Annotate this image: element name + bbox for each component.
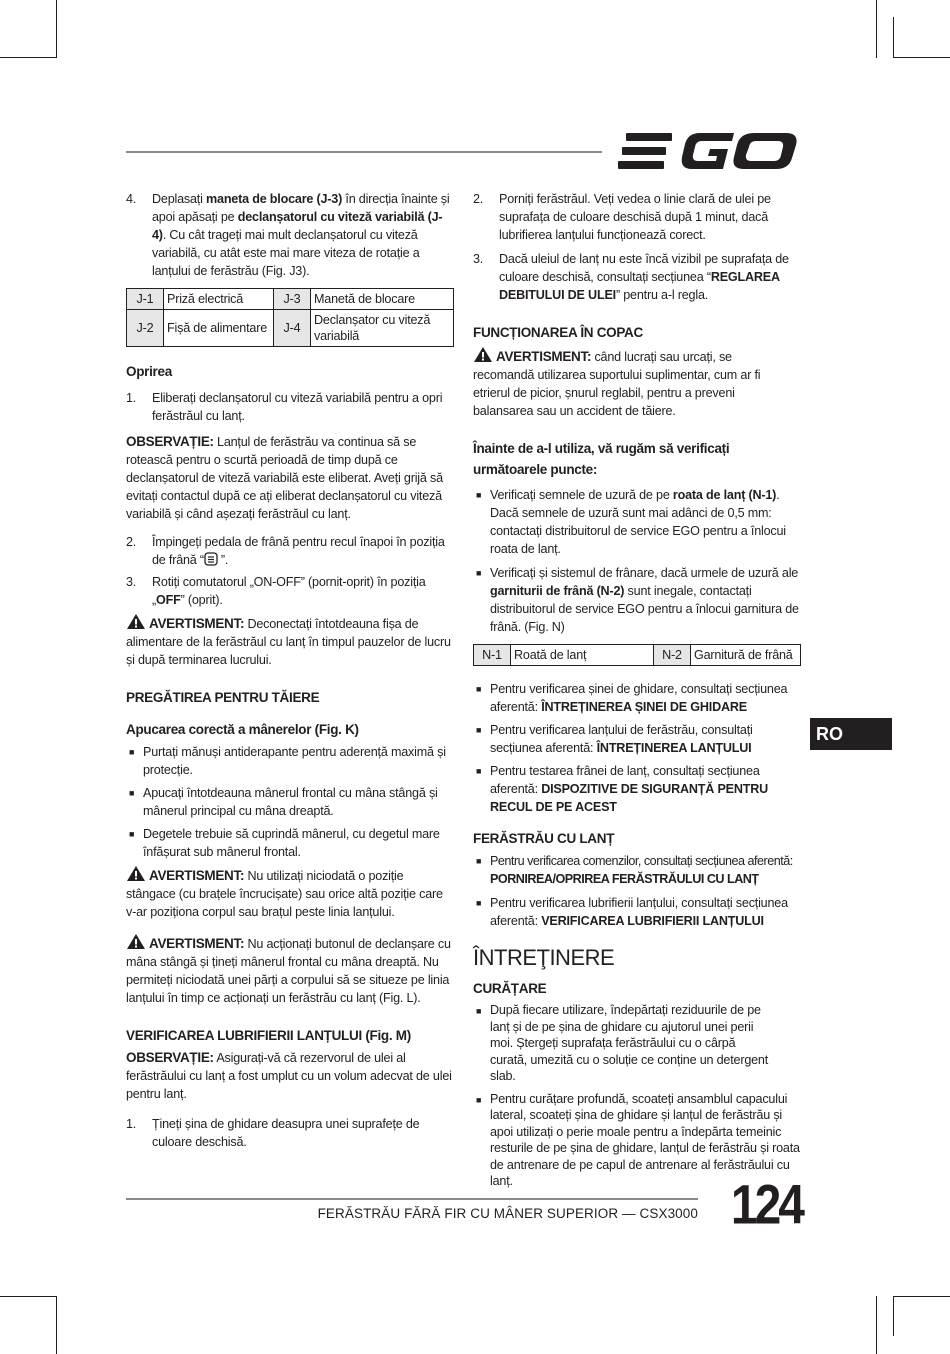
crop-mark	[56, 0, 57, 58]
crop-mark	[893, 1296, 950, 1297]
table-cell: Fișă de alimentare	[164, 310, 274, 347]
list-item	[473, 564, 801, 636]
step-text: Dacă uleiul de lanț nu este încă vizibil pe suprafața de culoare deschisă, consultați secțiunea “	[499, 252, 789, 284]
table-cell: N-1	[474, 645, 511, 666]
note-text: Asigurați-vă că rezervorul de ulei al ferăstrăului cu lanț a fost umplut cu un volum adecvat de ulei pentru lanț.	[126, 1051, 452, 1101]
section-heading: FUNCȚIONAREA ÎN COPAC	[473, 325, 643, 340]
section-ref: VERIFICAREA LUBRIFIERII LANȚULUI	[541, 914, 764, 928]
crop-mark	[893, 17, 894, 58]
warning-paragraph	[473, 346, 763, 420]
right-column	[473, 190, 801, 1190]
step-text: Împingeți pedala de frână pentru recul înapoi în poziția de frână “	[152, 535, 445, 567]
list-item-text: Pentru verificarea lubrifierii lanțului, consultați secțiunea aferentă:	[490, 896, 788, 928]
warning-label: AVERTISMENT:	[149, 868, 245, 883]
bullet-icon: ■	[476, 568, 482, 578]
note-paragraph	[126, 433, 454, 523]
lub-step-2	[473, 190, 801, 244]
table-row	[127, 289, 454, 310]
stop-step-3	[126, 573, 454, 609]
section-ref: DISPOZITIVE DE SIGURANȚĂ PENTRU RECUL DE PE ACEST	[490, 782, 769, 814]
note-text: Lanțul de ferăstrău va continua să se rotească pentru o scurtă perioadă de timp după ce declanșatorul de viteză variabilă este eliberat. Aveți grijă să evitați contactul după ce ați eliberat declanșatorul cu viteză variabilă și când așezați ferăstrăul cu lanț.	[126, 435, 443, 521]
text: în direcția înainte și apoi apăsați pe	[152, 192, 450, 224]
bullet-icon: ■	[129, 788, 135, 798]
warning-label: AVERTISMENT:	[149, 616, 245, 631]
step-text: Rotiți comutatorul „ON-OFF” (pornit-oprit) în poziția „	[152, 575, 426, 607]
table-cell: Manetă de blocare	[311, 289, 454, 310]
table-cell: J-4	[274, 310, 311, 347]
section-heading: VERIFICAREA LUBRIFIERII LANȚULUI (Fig. M)	[126, 1028, 411, 1043]
list-item	[126, 743, 454, 779]
step-4	[126, 190, 454, 280]
bullet-icon: ■	[476, 898, 482, 908]
warning-label: AVERTISMENT:	[496, 349, 592, 364]
step-text: ” pentru a-l regla.	[615, 288, 709, 302]
grip-list	[126, 743, 454, 861]
list-item-text: Degetele trebuie să cuprindă mânerul, cu degetul mare înfășurat sub mânerul frontal.	[143, 827, 440, 859]
step-number: 3.	[126, 575, 137, 589]
part-ref: garniturii de frână (N-2)	[490, 584, 625, 598]
step-number: 1.	[126, 391, 137, 405]
table-cell: Roată de lanț	[511, 645, 654, 666]
bullet-icon: ■	[476, 1094, 482, 1105]
table-cell: Priză electrică	[164, 289, 274, 310]
warning-icon	[473, 346, 493, 363]
step-number: 4.	[126, 192, 137, 206]
warning-icon	[126, 865, 146, 882]
warning-text: când lucrați sau urcați, se recomandă utilizarea suportului suplimentar, cum ar fi etrierul de picior, șnurul reglabil, pentru a preveni balansarea sau un accident de tăiere.	[473, 350, 761, 418]
crop-mark	[0, 1296, 56, 1297]
list-item-text: sunt inegale, contactați distribuitorul de service EGO pentru a înlocui garnitura de frână. (Fig. N)	[490, 584, 799, 634]
crop-mark	[0, 57, 56, 58]
warning-icon	[126, 613, 146, 630]
step-number: 3.	[473, 252, 484, 266]
crop-mark	[876, 1296, 877, 1354]
list-item-text: Verificați semnele de uzură de pe	[490, 488, 673, 502]
list-item	[126, 784, 454, 820]
table-cell: J-2	[127, 310, 164, 347]
section-heading: PREGĂTIREA PENTRU TĂIERE	[126, 690, 320, 705]
warning-paragraph	[126, 933, 454, 1007]
step-text: Porniți ferăstrăul. Veți vedea o linie clară de ulei pe suprafața de culoare deschisă după 1 minut, dacă lubrifierea lanțului funcționează corect.	[499, 192, 771, 242]
list-item-text: Pentru verificarea lanțului de ferăstrău, consultați secțiunea aferentă:	[490, 723, 753, 755]
lock-lever-ref: maneta de blocare (J-3)	[206, 192, 343, 206]
subsection-heading: Apucarea corectă a mânerelor (Fig. K)	[126, 722, 359, 737]
bullet-icon: ■	[476, 856, 482, 866]
text: Deplasați	[152, 192, 207, 206]
list-item	[473, 894, 801, 930]
parts-table-n	[473, 644, 801, 666]
footer-title: FERĂSTRĂU FĂRĂ FIR CU MÂNER SUPERIOR — CSX3000	[317, 1206, 698, 1221]
table-cell: J-3	[274, 289, 311, 310]
stop-step-1	[126, 389, 454, 425]
bullet-icon: ■	[476, 725, 482, 735]
list-item	[473, 1002, 801, 1085]
warning-paragraph	[126, 613, 454, 669]
bullet-icon: ■	[129, 829, 135, 839]
warning-text: Deconectați întotdeauna fișa de alimentare de la ferăstrăul cu lanț în timpul pauzelor de lucru și după terminarea lucrului.	[126, 617, 451, 667]
header-rule	[126, 151, 602, 153]
warning-text: Nu utilizați niciodată o poziție stângace (cu brațele încrucișate) sau orice altă poziție care v-ar poziționa corpul sau brațul peste linia lanțului.	[126, 869, 443, 919]
list-item-text: Apucați întotdeauna mânerul frontal cu mâna stângă și mânerul principal cu mâna dreaptă.	[143, 786, 438, 818]
warning-paragraph	[126, 865, 454, 921]
text: . Cu cât trageți mai mult declanșatorul cu viteză variabilă, cu atât este mai mare viteza de rotație a lanțului de ferăstrău (Fig. J3).	[152, 228, 420, 278]
warning-label: AVERTISMENT:	[149, 936, 245, 951]
off-label: OFF	[156, 593, 181, 607]
table-cell: N-2	[654, 645, 691, 666]
stop-step-2	[126, 533, 454, 569]
list-item-text: Pentru curățare profundă, scoateți ansamblul capacului lateral, scoateți șina de ghidare și lanțul de ferăstrău și apoi utilizați o perie moale pentru a îndepărta temeinic resturile de pe șina de ghidare, lanțul de ferăstrău și roata de antrenare de pe capul de antrenare al ferăstrăului cu lanț.	[490, 1091, 800, 1188]
table-row	[127, 310, 454, 347]
list-item-text: Pentru verificarea șinei de ghidare, consultați secțiunea aferentă:	[490, 682, 788, 714]
brake-position-icon	[204, 552, 218, 566]
subsection-heading: Înainte de a-l utiliza, vă rugăm să verificați următoarele puncte:	[473, 441, 730, 477]
list-item	[473, 762, 801, 816]
left-column	[126, 190, 454, 1151]
crop-mark	[893, 1296, 894, 1336]
list-item-text: Purtați mănuși antiderapante pentru aderență maximă și protecție.	[143, 745, 446, 777]
bullet-icon: ■	[476, 1006, 482, 1016]
step-text: ” (oprit).	[180, 593, 223, 607]
language-tab: RO	[810, 718, 892, 750]
section-ref: REGLAREA DEBITULUI DE ULEI	[499, 270, 780, 302]
list-item-text: Pentru testarea frânei de lanț, consultați secțiunea aferentă:	[490, 764, 760, 796]
crop-mark	[893, 57, 950, 58]
step-text: Țineți șina de ghidare deasupra unei suprafețe de culoare deschisă.	[152, 1117, 420, 1149]
footer-rule	[126, 1198, 698, 1200]
list-item	[126, 825, 454, 861]
step-number: 2.	[473, 192, 484, 206]
bullet-icon: ■	[476, 490, 482, 500]
parts-table-j	[126, 288, 454, 347]
lub-step-1	[126, 1115, 454, 1151]
step-text: Eliberați declanșatorul cu viteză variabilă pentru a opri ferăstrăul cu lanț.	[152, 391, 443, 423]
list-item-text: . Dacă semnele de uzură sunt mai adânci de 0,5 mm: contactați distribuitorul de service EGO pentru a înlocui roata de lanț.	[490, 488, 786, 556]
bullet-icon: ■	[476, 766, 482, 776]
table-cell: Garnitură de frână	[691, 645, 801, 666]
trigger-ref: declanșatorul cu viteză variabilă (J-4)	[152, 210, 443, 242]
crop-mark	[56, 1296, 57, 1354]
section-heading: FERĂSTRĂU CU LANȚ	[473, 831, 615, 846]
ego-logo	[616, 130, 800, 172]
warning-icon	[126, 933, 146, 950]
step-text: ”.	[220, 553, 229, 567]
section-ref: PORNIREA/OPRIREA FERĂSTRĂULUI CU LANȚ	[490, 872, 759, 886]
lub-step-3	[473, 250, 801, 304]
note-label: OBSERVAȚIE:	[126, 1050, 214, 1065]
warning-text: Nu acționați butonul de declanșare cu mâna stângă și țineți mânerul frontal cu mâna dreaptă. Nu permiteți niciodată unei părți a corpului să se situeze pe linia lanțului în timp ce acționați un ferăstrău cu lanț (Fig. L).	[126, 937, 451, 1005]
section-ref: ÎNTREȚINEREA LANȚULUI	[596, 741, 752, 755]
list-item-text: Verificați și sistemul de frânare, dacă urmele de uzură ale	[490, 566, 799, 580]
bullet-icon: ■	[476, 684, 482, 694]
list-item-text: Pentru verificarea comenzilor, consultați secțiunea aferentă:	[490, 854, 793, 868]
table-cell: J-1	[127, 289, 164, 310]
section-ref: ÎNTREȚINEREA ȘINEI DE GHIDARE	[541, 700, 747, 714]
note-paragraph	[126, 1049, 454, 1103]
section-heading: Oprirea	[126, 364, 172, 379]
table-cell: Declanșator cu viteză variabilă	[311, 310, 454, 347]
section-heading: CURĂȚARE	[473, 981, 547, 996]
part-ref: roata de lanț (N-1)	[672, 488, 777, 502]
step-number: 2.	[126, 535, 137, 549]
step-number: 1.	[126, 1117, 137, 1131]
list-item	[473, 680, 801, 716]
list-item	[473, 721, 801, 757]
page-number: 124	[730, 1175, 802, 1237]
list-item	[473, 486, 801, 558]
list-item-text: După fiecare utilizare, îndepărtați reziduurile de pe lanț și de pe șina de ghidare cu ajutorul unei perii moi. Ștergeți suprafața ferăstrăului cu o cârpă curată, umezită cu o soluție ce conține un detergent slab.	[490, 1003, 769, 1083]
table-row	[474, 645, 801, 666]
chapter-heading: ÎNTREŢINERE	[473, 945, 615, 970]
note-label: OBSERVAȚIE:	[126, 434, 214, 449]
list-item	[473, 852, 801, 888]
crop-mark	[876, 0, 877, 58]
bullet-icon: ■	[129, 747, 135, 757]
